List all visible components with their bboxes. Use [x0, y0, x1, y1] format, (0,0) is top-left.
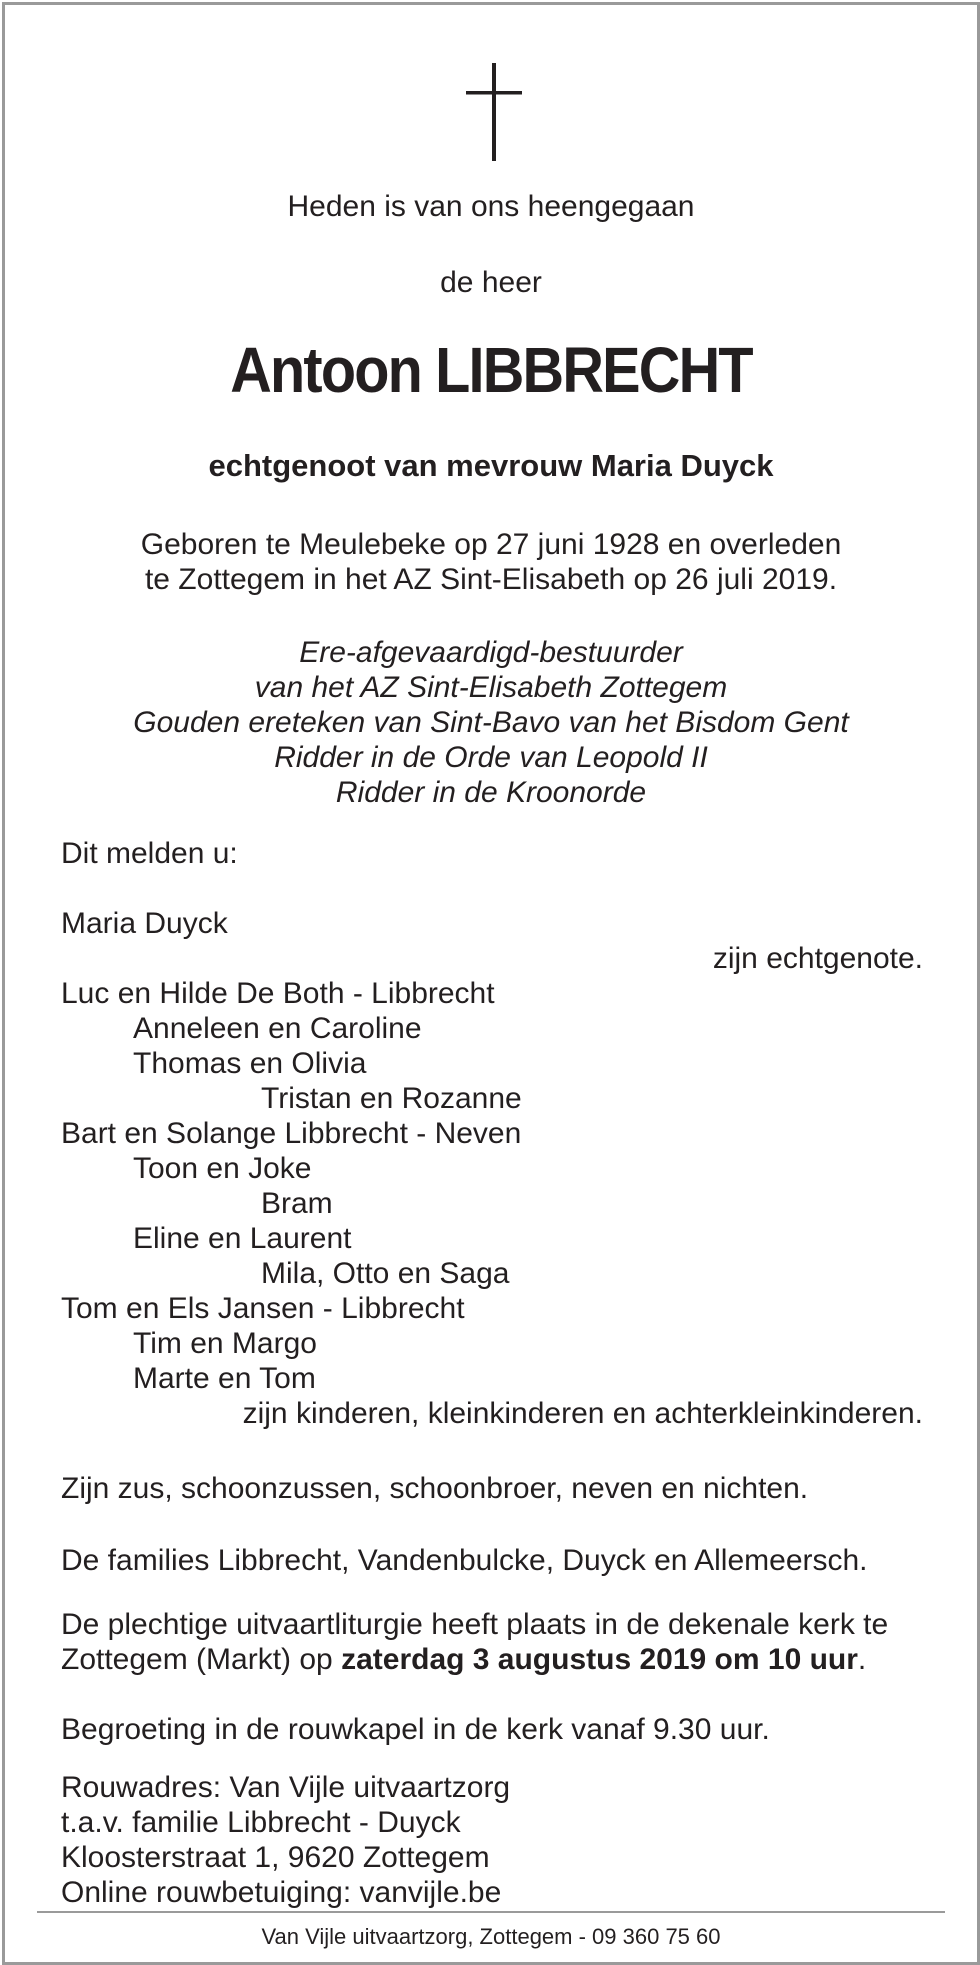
address-line: Online rouwbetuiging: vanvijle.be [61, 1876, 502, 1909]
family-member: Mila, Otto en Saga [261, 1257, 510, 1290]
family-member: Bart en Solange Libbrecht - Neven [61, 1117, 522, 1150]
family-member: Tim en Margo [133, 1327, 317, 1360]
honor-line: Ere-afgevaardigd-bestuurder [299, 636, 683, 669]
family-member: Tristan en Rozanne [261, 1082, 522, 1115]
family-member: Eline en Laurent [133, 1222, 352, 1255]
announce-text: Dit melden u: [61, 837, 238, 870]
family-member: Bram [261, 1187, 333, 1220]
birth-line-1: Geboren te Meulebeke op 27 juni 1928 en overleden [140, 528, 842, 561]
birth-line-2: te Zottegem in het AZ Sint-Elisabeth op 26 juli 2019. [144, 563, 838, 596]
family-member: Tom en Els Jansen - Libbrecht [61, 1292, 465, 1325]
footer-divider [37, 1911, 945, 1913]
family-member: Luc en Hilde De Both - Libbrecht [61, 977, 495, 1010]
family-member: Thomas en Olivia [133, 1047, 367, 1080]
funeral-line-1: De plechtige uitvaartliturgie heeft plaats in de dekenale kerk te [61, 1608, 889, 1641]
members-role: zijn kinderen, kleinkinderen en achterkleinkinderen. [242, 1397, 923, 1430]
funeral-date: zaterdag 3 augustus 2019 om 10 uur [341, 1643, 858, 1676]
relatives-text: Zijn zus, schoonzussen, schoonbroer, neven en nichten. [61, 1472, 809, 1505]
footer-text: Van Vijle uitvaartzorg, Zottegem - 09 360 75 60 [261, 1924, 721, 1949]
obituary-card [2, 2, 980, 1965]
funeral-line-2 [61, 1642, 866, 1677]
honor-line: Gouden ereteken van Sint-Bavo van het Bisdom Gent [133, 706, 849, 739]
address-line: Kloosterstraat 1, 9620 Zottegem [61, 1841, 490, 1874]
honor-line: van het AZ Sint-Elisabeth Zottegem [254, 671, 728, 704]
intro-text: Heden is van ons heengegaan [287, 190, 695, 223]
greeting-text: Begroeting in de rouwkapel in de kerk vanaf 9.30 uur. [61, 1713, 770, 1746]
funeral-location: Zottegem (Markt) op [61, 1643, 342, 1676]
address-line: Rouwadres: Van Vijle uitvaartzorg [61, 1771, 511, 1804]
address-line: t.a.v. familie Libbrecht - Duyck [61, 1806, 461, 1839]
deceased-name: Antoon LIBBRECHT [230, 334, 752, 406]
family-member: Marte en Tom [133, 1362, 316, 1395]
spouse-name: Maria Duyck [61, 907, 228, 940]
families-text: De families Libbrecht, Vandenbulcke, Duyck en Allemeersch. [61, 1544, 868, 1577]
honor-line: Ridder in de Orde van Leopold II [274, 741, 708, 774]
family-member: Toon en Joke [133, 1152, 312, 1185]
title-prefix: de heer [440, 266, 542, 299]
funeral-period: . [857, 1643, 867, 1676]
honor-line: Ridder in de Kroonorde [335, 776, 647, 809]
cross-icon [466, 63, 522, 161]
spouse-role: zijn echtgenote. [712, 942, 923, 975]
family-member: Anneleen en Caroline [133, 1012, 422, 1045]
spouse-line: echtgenoot van mevrouw Maria Duyck [208, 448, 774, 483]
